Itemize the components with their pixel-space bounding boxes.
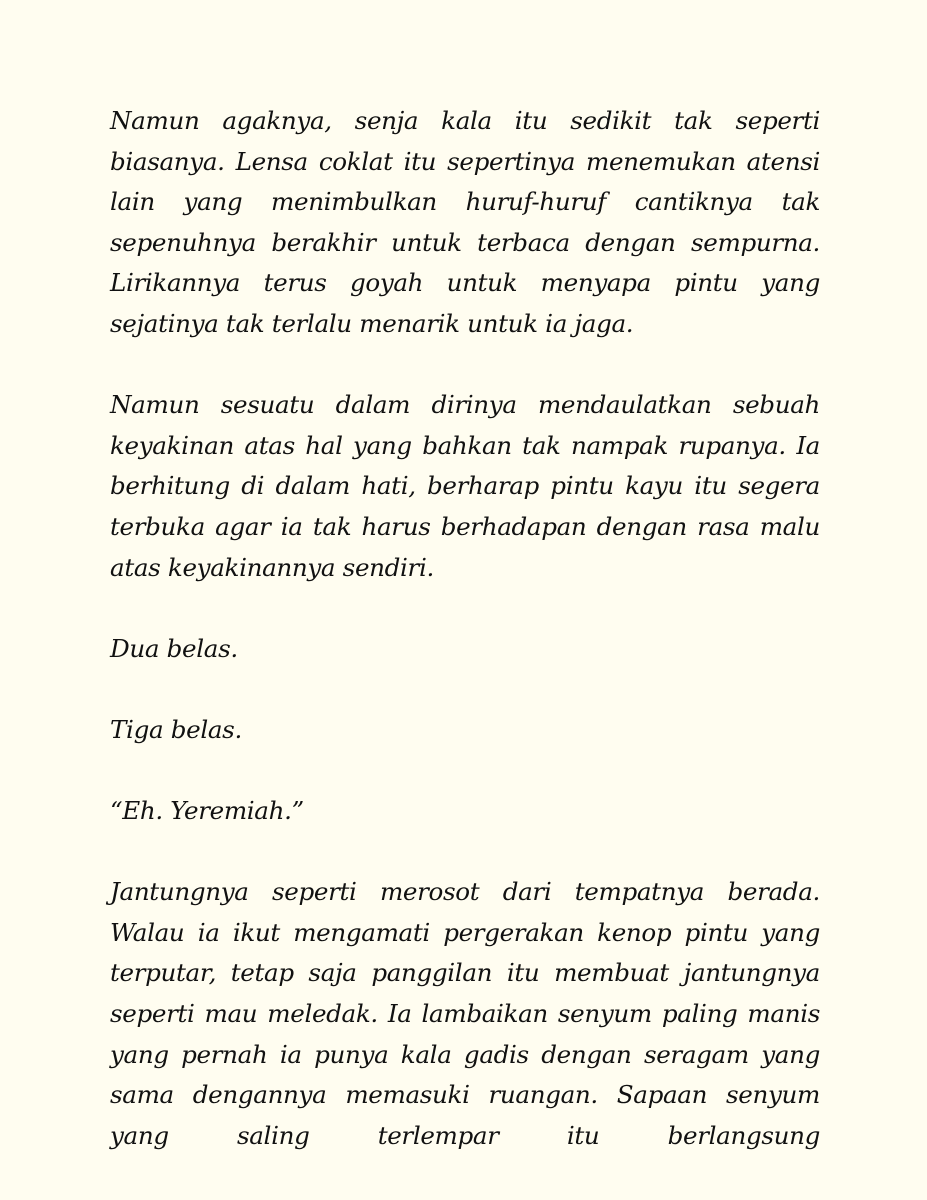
body-text bbox=[110, 101, 820, 1156]
paragraph-1: Namun agaknya, senja kala itu sedikit tak seperti biasanya. Lensa coklat itu sepertinya menemukan atensi lain yang menimbulkan huruf-huruf cantiknya tak sepenuhnya berakhir untuk terbaca dengan sempurna. Lirikannya terus goyah untuk menyapa pintu yang sejatinya tak terlalu menarik untuk ia jaga. bbox=[110, 106, 820, 338]
paragraph-4: Tiga belas. bbox=[110, 714, 242, 744]
paragraph-2: Namun sesuatu dalam dirinya mendaulatkan sebuah keyakinan atas hal yang bahkan tak nampak rupanya. Ia berhitung di dalam hati, berharap pintu kayu itu segera terbuka agar ia tak harus berhadapan dengan rasa malu atas keyakinannya sendiri. bbox=[110, 390, 820, 582]
paragraph-6: Jantungnya seperti merosot dari tempatnya berada. Walau ia ikut mengamati pergerakan kenop pintu yang terputar, tetap saja panggilan itu membuat jantungnya seperti mau meledak. Ia lambaikan senyum paling manis yang pernah ia punya kala gadis dengan seragam yang sama dengannya memasuki ruangan. Sapaan senyum yang saling terlempar itu berlangsung bbox=[110, 877, 820, 1150]
paragraph-5: “Eh. Yeremiah.” bbox=[110, 796, 304, 826]
paragraph-3: Dua belas. bbox=[110, 633, 238, 663]
